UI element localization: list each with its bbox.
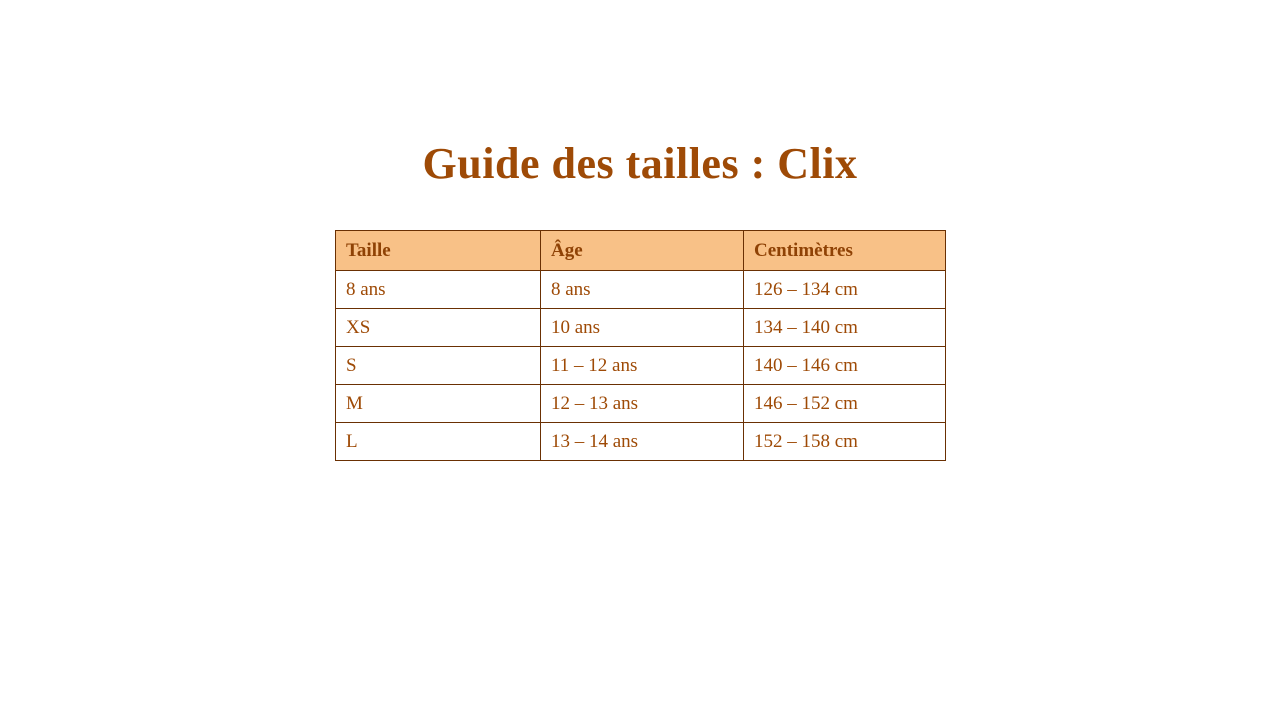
table-body bbox=[336, 271, 946, 461]
size-guide-table-container bbox=[335, 230, 945, 461]
cell-age: 11 – 12 ans bbox=[541, 347, 744, 385]
page-title: Guide des tailles : Clix bbox=[422, 139, 858, 188]
cell-taille: L bbox=[336, 423, 541, 461]
cell-centimetres: 146 – 152 cm bbox=[744, 385, 946, 423]
cell-age: 10 ans bbox=[541, 309, 744, 347]
column-header-centimetres: Centimètres bbox=[744, 231, 946, 271]
cell-taille: M bbox=[336, 385, 541, 423]
cell-taille: S bbox=[336, 347, 541, 385]
column-header-taille: Taille bbox=[336, 231, 541, 271]
cell-centimetres: 140 – 146 cm bbox=[744, 347, 946, 385]
cell-centimetres: 152 – 158 cm bbox=[744, 423, 946, 461]
table-row bbox=[336, 271, 946, 309]
size-guide-table bbox=[335, 230, 946, 461]
table-row bbox=[336, 423, 946, 461]
cell-taille: 8 ans bbox=[336, 271, 541, 309]
table-header-row bbox=[336, 231, 946, 271]
table-header bbox=[336, 231, 946, 271]
cell-centimetres: 134 – 140 cm bbox=[744, 309, 946, 347]
table-row bbox=[336, 309, 946, 347]
cell-taille: XS bbox=[336, 309, 541, 347]
cell-centimetres: 126 – 134 cm bbox=[744, 271, 946, 309]
cell-age: 13 – 14 ans bbox=[541, 423, 744, 461]
cell-age: 8 ans bbox=[541, 271, 744, 309]
table-row bbox=[336, 385, 946, 423]
cell-age: 12 – 13 ans bbox=[541, 385, 744, 423]
column-header-age: Âge bbox=[541, 231, 744, 271]
table-row bbox=[336, 347, 946, 385]
